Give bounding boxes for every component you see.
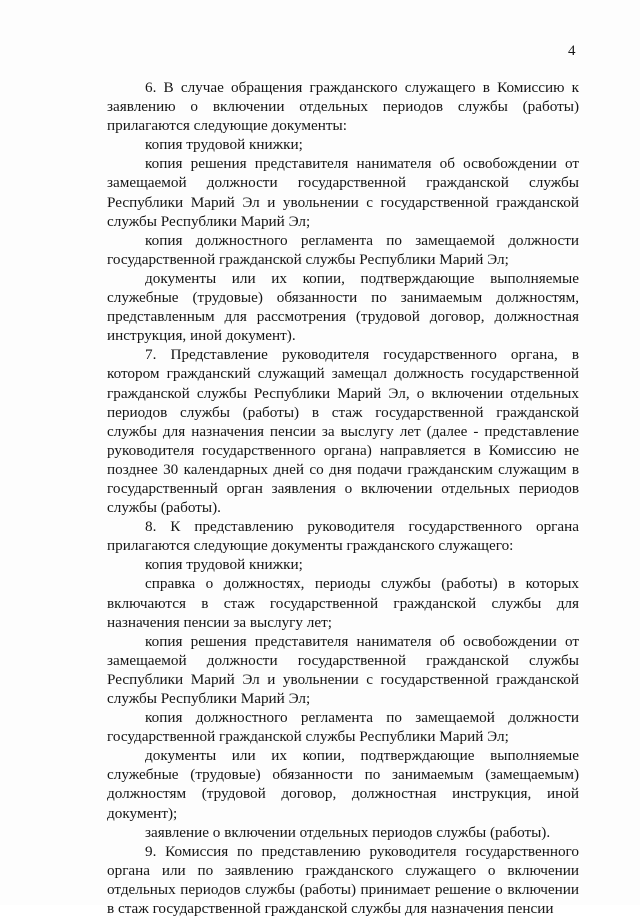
- list-item-labor-book-copy: копия трудовой книжки;: [145, 136, 303, 154]
- list-item-job-regulation-copy-2: копия должностного регламента по замещаемой должности государственной гражданской службы Республики Марий Эл;: [107, 709, 579, 746]
- paragraph-7: 7. Представление руководителя государственного органа, в котором гражданский служащий замещал должность государственной гражданской службы Республики Марий Эл, о включении отдельных периодов службы (работы) в стаж государственной гражданской службы для назначения пенсии за выслугу лет (далее - представление руководителя государственного органа) направляется в Комиссию не позднее 30 календарных дней со дня подачи гражданским служащим в государственный орган заявления о включении отдельных периодов службы (работы).: [107, 346, 579, 517]
- list-item-dismissal-decision-copy-2: копия решения представителя нанимателя об освобождении от замещаемой должности государственной гражданской службы Республики Марий Эл и увольнении с государственной гражданской службы Республики Марий Эл;: [107, 632, 579, 707]
- page-number: 4: [568, 43, 576, 59]
- list-item-duties-documents: документы или их копии, подтверждающие выполняемые служебные (трудовые) обязанности по занимаемым должностям, представленным для рассмотрения (трудовой договор, должностная инструкция, иной документ).: [107, 269, 579, 345]
- document-body: [107, 78, 579, 918]
- list-item-application: заявление о включении отдельных периодов службы (работы).: [145, 823, 551, 841]
- list-item-dismissal-decision-copy: копия решения представителя нанимателя об освобождении от замещаемой должности государственной гражданской службы Республики Марий Эл и увольнении с государственной гражданской службы Республики Марий Эл;: [107, 155, 579, 230]
- list-item-job-regulation-copy: копия должностного регламента по замещаемой должности государственной гражданской службы Республики Марий Эл;: [107, 231, 579, 268]
- list-item-positions-certificate: справка о должностях, периоды службы (работы) в которых включаются в стаж государственной гражданской службы для назначения пенсии за выслугу лет;: [107, 575, 579, 631]
- paragraph-9: 9. Комиссия по представлению руководителя государственного органа или по заявлению гражданского служащего о включении отдельных периодов службы (работы) принимает решение о включении в стаж государственной гражданской службы для назначения пенсии: [107, 842, 579, 918]
- list-item-duties-documents-2: документы или их копии, подтверждающие выполняемые служебные (трудовые) обязанности по занимаемым (замещаемым) должностям (трудовой договор, должностная инструкция, иной документ);: [107, 747, 579, 822]
- paragraph-6: 6. В случае обращения гражданского служащего в Комиссию к заявлению о включении отдельных периодов службы (работы) прилагаются следующие документы:: [107, 79, 579, 135]
- list-item-labor-book-copy-2: копия трудовой книжки;: [145, 556, 303, 574]
- paragraph-8: 8. К представлению руководителя государственного органа прилагаются следующие документы гражданского служащего:: [107, 518, 579, 555]
